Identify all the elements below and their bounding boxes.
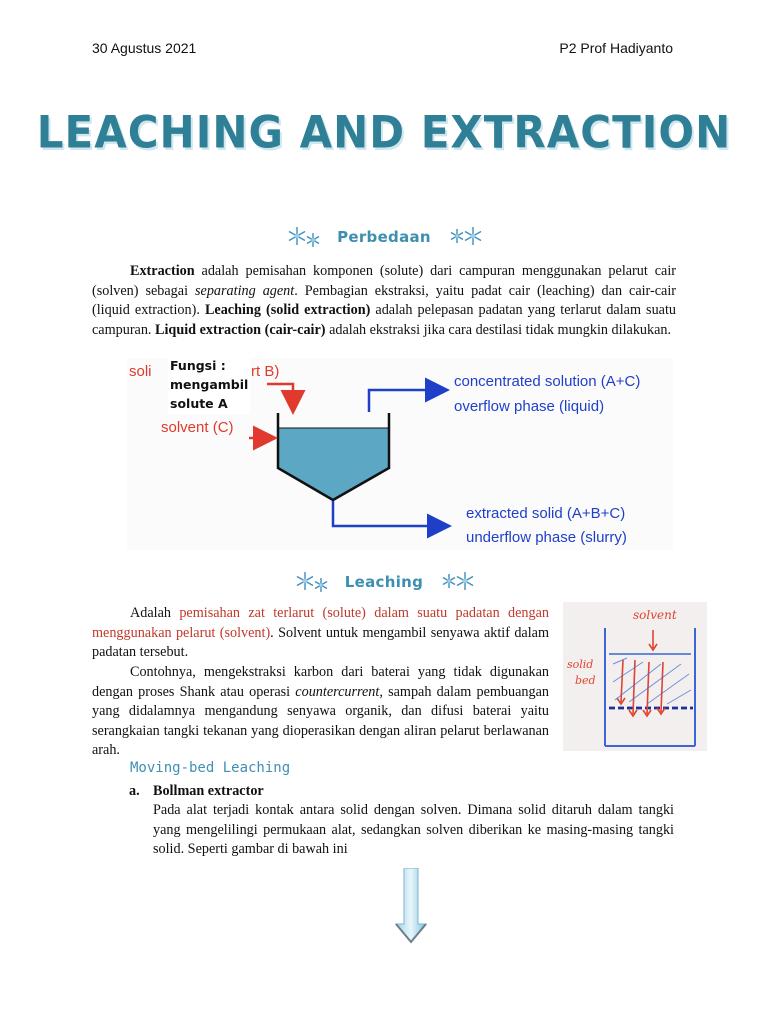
term-liquid-extraction: Liquid extraction (cair-cair) — [155, 321, 326, 338]
leaching-definition-paragraph — [92, 604, 549, 663]
sketch-bed-label: bed — [575, 674, 596, 687]
paragraph-text: adalah pelepasan padatan yang terlarut dalam suatu campuran. — [92, 302, 676, 338]
solid-feed-label-end: rt B) — [251, 363, 280, 380]
solid-feed-label-start: soli — [129, 363, 152, 380]
underflow-label-2: underflow phase (slurry) — [466, 529, 627, 546]
section-heading-leaching — [0, 569, 768, 597]
extraction-diagram — [127, 358, 673, 550]
header-date: 30 Agustus 2021 — [92, 40, 197, 56]
solid-feed-arrow — [267, 384, 293, 410]
sketch-solid-label: solid — [567, 658, 594, 671]
snowflake-icon — [291, 569, 331, 595]
paragraph-text: . Solvent untuk mengambil senyawa aktif dalam padatan tersebut. — [92, 624, 550, 660]
snowflake-icon — [283, 224, 323, 250]
paragraph-text: adalah pemisahan komponen (solute) dari campuran menggunakan pelarut cair (solven) sebagai — [92, 263, 676, 299]
section-heading-perbedaan — [0, 224, 768, 252]
sketch-solvent-label: solvent — [633, 608, 677, 622]
paragraph-text: . Pembagian ekstraksi, yaitu padat cair (leaching) dan cair-cair (liquid extraction). — [92, 282, 676, 318]
section-label-leaching: Leaching — [344, 573, 424, 591]
term-extraction: Extraction — [130, 263, 195, 279]
underflow-label-1: extracted solid (A+B+C) — [466, 505, 626, 522]
list-item-body: Pada alat terjadi kontak antara solid dengan solven. Dimana solid ditaruh dalam tangki yang mengelilingi permukaan alat, sedangkan solven diberikan ke masing-masing tangki solid. Seperti gambar di bawah ini — [153, 802, 674, 857]
list-item-title: Bollman extractor — [153, 783, 264, 799]
overflow-label-2: overflow phase (liquid) — [454, 398, 605, 415]
extraction-paragraph — [92, 262, 676, 340]
snowflake-icon — [445, 224, 485, 250]
term-countercurrent: countercurrent — [295, 683, 380, 700]
term-leaching: Leaching (solid extraction) — [204, 302, 371, 318]
header-author: P2 Prof Hadiyanto — [559, 40, 673, 56]
paragraph-text: Adalah — [130, 605, 180, 621]
leaching-sketch-photo — [563, 602, 707, 751]
page-title: LEACHING AND EXTRACTION — [36, 106, 732, 159]
tank-liquid — [278, 428, 389, 500]
list-marker: a. — [129, 783, 140, 799]
leaching-definition-highlight: pemisahan zat terlarut (solute) dalam suatu padatan dengan menggunakan pelarut (solvent) — [92, 605, 549, 641]
function-note — [168, 355, 250, 414]
snowflake-icon — [437, 569, 477, 595]
term-separating-agent: separating agent — [195, 282, 295, 299]
note-line: solute A — [170, 396, 228, 411]
solvent-label: solvent (C) — [161, 419, 234, 436]
down-arrow-icon — [394, 868, 428, 944]
underflow-arrow — [333, 501, 447, 526]
subheading-moving-bed: Moving-bed Leaching — [130, 760, 291, 776]
note-line: mengambil — [170, 377, 249, 392]
note-line: Fungsi : — [170, 358, 226, 373]
section-label-perbedaan: Perbedaan — [337, 228, 431, 246]
leaching-example-paragraph — [92, 663, 549, 761]
paragraph-text: Contohnya, mengekstraksi karbon dari baterai yang tidak digunakan dengan proses Shank atau operasi — [92, 664, 549, 700]
paragraph-text: , sampah dalam pembuangan yang didalamnya mengandung senyawa organik, dan difusi baterai yaitu serangkaian tangki tekanan yang dioperasikan dengan aliran pelarut berlawanan arah. — [92, 683, 549, 758]
paragraph-text: adalah ekstraksi jika cara destilasi tidak mungkin dilakukan. — [325, 321, 672, 338]
overflow-arrow — [369, 390, 445, 412]
overflow-label-1: concentrated solution (A+C) — [454, 373, 641, 390]
